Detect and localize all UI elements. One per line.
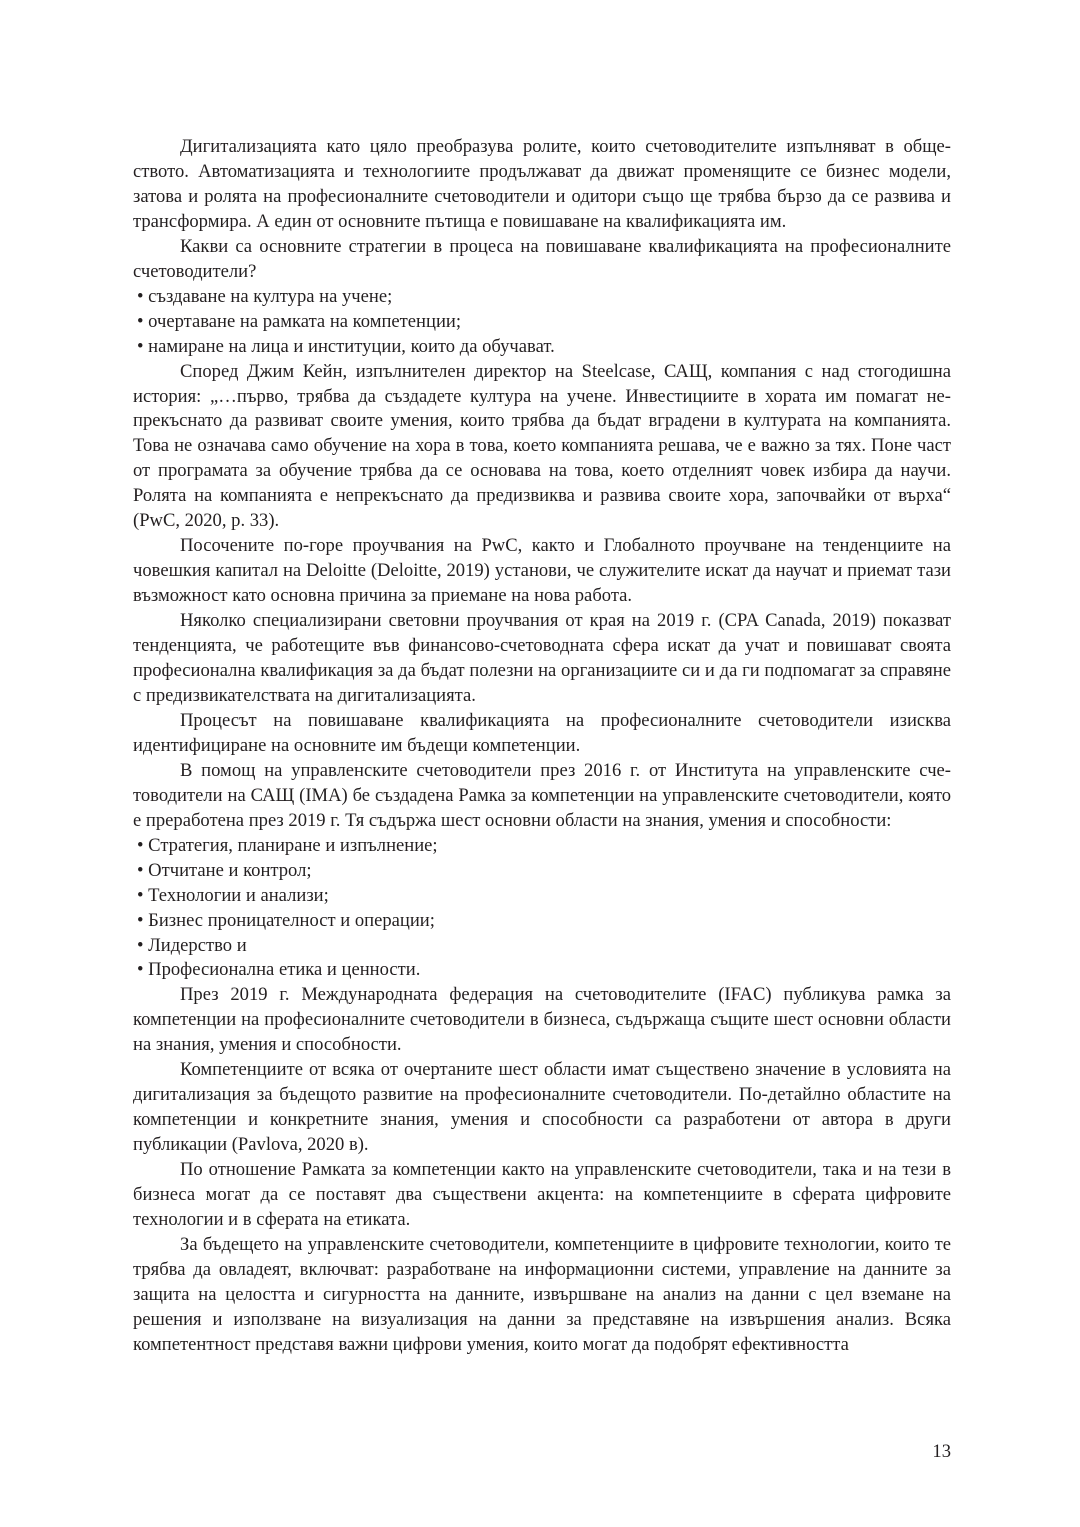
paragraph-two-accents: По отношение Рамката за компетенции както на управленските счетоводители, така и на тези в бизнеса могат да се поставят два съществени акцента: на компетенциите в сферата цифровите технологии и в сферата на етиката. (133, 1159, 951, 1230)
list-item: • намиране на лица и институции, които да обучават. (137, 335, 555, 357)
competence-areas-list (133, 834, 951, 984)
list-item: • Професионална етика и ценности. (137, 959, 421, 981)
paragraph-competence-identification: Процесът на повишаване квалификацията на професионалните счетоводители изисква идентифициране на основните им бъдещи компетенции. (133, 709, 951, 756)
list-item: • очертаване на рамката на компетенции; (137, 310, 462, 332)
paragraph-ima-framework: В помощ на управленските счетоводители през 2016 г. от Института на управленските счетоводители на САЩ (IMA) бе създадена Рамка за компетенции на управленските счетоводители, която е преработена през 2019 г. Тя съдържа шест основни области на знания, умения и способности: (133, 759, 951, 831)
list-item: • създаване на култура на учене; (137, 285, 393, 307)
strategies-list (133, 285, 951, 360)
page-body-text (133, 135, 951, 1358)
list-item: • Отчитане и контрол; (137, 859, 312, 881)
paragraph-pwc-deloitte-surveys: Посочените по-горе проучвания на PwC, както и Глобалното проучване на тенденциите на човешкия капитал на Deloitte (Deloitte, 2019) установи, че служителите искат да научат и приемат тази възможност като основна причина за приемане на нова работа. (133, 535, 951, 607)
paragraph-cpa-canada-surveys: Няколко специализирани световни проучвания от края на 2019 г. (CPA Canada, 2019) показват тенденцията, че работещите във финансово-счетоводната сфера искат да учат и повишават своята професионална квалификация за да бъдат полезни на организациите си и да ги подпомагат за справяне с предизвикателствата на дигитализацията. (133, 610, 951, 706)
list-item: • Технологии и анализи; (137, 884, 329, 906)
paragraph-jim-keane-quote: Според Джим Кейн, изпълнителен директор на Steelcase, САЩ, компания с над стогодишна история: „…първо, трябва да създадете култура на учене. Инвестициите в хората им помагат непрекъснато да развиват своите умения, които трябва да бъдат вградени в културата на компанията. Това не означава само обучение на хора в това, което компанията решава, че е важно за тях. Поне част от програмата за обучение трябва да се основава на това, което отделният човек избира да научи. Ролята на компанията е непрекъснато да предизвиква и развива своите хора, започвайки от върха“ (PwC, 2020, p. 33). (133, 360, 951, 532)
paragraph-strategies-question: Какви са основните стратегии в процеса на повишаване квалификацията на професионалните счетоводители? (133, 235, 951, 282)
list-item: • Бизнес проницателност и операции; (137, 909, 435, 931)
page-number: 13 (932, 1441, 951, 1462)
list-item: • Стратегия, планиране и изпълнение; (137, 834, 438, 856)
paragraph-ifac-framework: През 2019 г. Международната федерация на счетоводителите (IFAC) публикува рамка за компетенции на професионалните счетоводители в бизнеса, съдържаща същите шест основни области на знания, умения и способности. (133, 984, 951, 1056)
paragraph-competence-significance: Компетенциите от всяка от очертаните шест области имат съществено значение в условията на дигитализация за бъдещото развитие на професионалните счетоводители. По-детайлно областите на компетенции и конкретните знания, умения и способности са разработени от автора в други публикации (Pavlova, 2020 в). (133, 1059, 951, 1156)
list-item: • Лидерство и (137, 934, 247, 956)
paragraph-digital-competencies: За бъдещето на управленските счетоводители, компетенциите в цифровите технологии, които те трябва да овладеят, включват: разработване на информационни системи, управление на данните за защита на целостта и сигурността на данните, извършване на анализ на данни с цел вземане на решения и използване на визуализация на данни за представяне на извършения анализ. Всяка компетентност представя важни цифрови умения, които могат да подобрят ефективността (133, 1233, 951, 1355)
paragraph-digitalization-intro: Дигитализацията като цяло преобразува ролите, които счетоводителите изпълняват в обществото. Автоматизацията и технологиите продължават да движат променящите се бизнес модели, затова и ролята на професионалните счетоводители и одитори също ще трябва бързо да се развива и трансформира. А един от основните пътища е повишаване на квалификацията им. (133, 136, 951, 232)
